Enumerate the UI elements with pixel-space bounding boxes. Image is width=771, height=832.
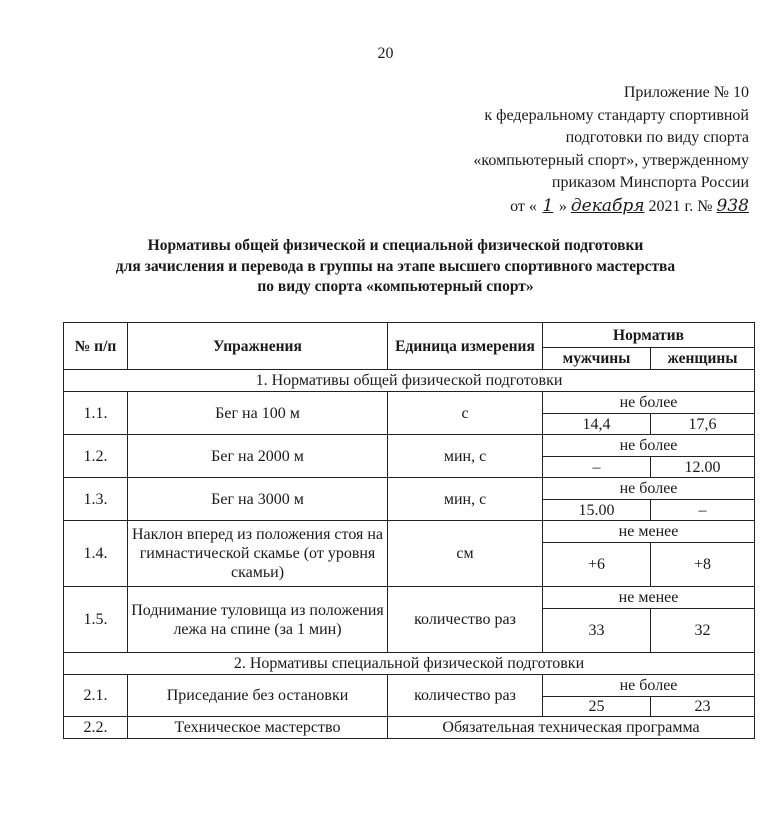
title-line-3: по виду спорта «компьютерный спорт» [257, 278, 534, 295]
row-unit: мин, с [388, 435, 543, 478]
order-number: 938 [716, 195, 749, 216]
row-num: 1.5. [64, 587, 128, 653]
row-condition: не более [543, 435, 755, 457]
row-unit: мин, с [388, 478, 543, 521]
row-men-value: 15.00 [543, 500, 651, 521]
row-unit: количество раз [388, 675, 543, 717]
row-condition: не менее [543, 521, 755, 543]
row-women-value: – [651, 500, 755, 521]
row-merged-requirement: Обязательная техническая программа [388, 717, 755, 739]
row-num: 1.4. [64, 521, 128, 587]
row-exercise: Приседание без остановки [128, 675, 388, 717]
appendix-block [389, 82, 749, 218]
document-title [40, 236, 751, 298]
row-num: 2.2. [64, 717, 128, 739]
row-num: 1.3. [64, 478, 128, 521]
date-prefix: от « [510, 197, 537, 215]
row-women-value: +8 [651, 543, 755, 587]
title-line-1: Нормативы общей физической и специальной физической подготовки [147, 237, 644, 254]
row-men-value: +6 [543, 543, 651, 587]
page-number: 20 [377, 45, 394, 62]
title-line-2: для зачисления и перевода в группы на этапе высшего спортивного мастерства [115, 257, 676, 275]
appendix-line-3: подготовки по виду спорта [565, 129, 749, 146]
row-unit: с [388, 392, 543, 435]
section-1-heading: 1. Нормативы общей физической подготовки [64, 370, 755, 392]
header-women: женщины [651, 348, 755, 370]
row-condition: не более [543, 675, 755, 697]
appendix-line-4: «компьютерный спорт», утвержденному [473, 151, 749, 169]
date-month: декабря [570, 195, 645, 216]
row-unit: см [388, 521, 543, 587]
appendix-title: Приложение № 10 [623, 84, 749, 101]
row-exercise: Техническое мастерство [128, 717, 388, 739]
row-unit: количество раз [388, 587, 543, 653]
row-exercise: Наклон вперед из положения стоя на гимнастической скамье (от уровня скамьи) [128, 521, 388, 587]
date-mid: » [558, 197, 567, 215]
header-men: мужчины [543, 348, 651, 370]
date-year: 2021 г. № [648, 197, 713, 215]
row-women-value: 32 [651, 609, 755, 653]
row-women-value: 17,6 [651, 414, 755, 435]
row-exercise: Бег на 2000 м [128, 435, 388, 478]
appendix-date-line [389, 195, 749, 219]
appendix-line-2: к федеральному стандарту спортивной [484, 106, 749, 124]
row-men-value: 14,4 [543, 414, 651, 435]
header-norm: Норматив [543, 323, 755, 348]
date-day: 1 [542, 195, 554, 216]
header-unit: Единица измерения [388, 323, 543, 370]
header-exercise: Упражнения [128, 323, 388, 370]
standards-table [63, 322, 755, 739]
row-condition: не более [543, 478, 755, 500]
row-num: 2.1. [64, 675, 128, 717]
row-exercise: Поднимание туловища из положения лежа на спине (за 1 мин) [128, 587, 388, 653]
row-exercise: Бег на 100 м [128, 392, 388, 435]
row-num: 1.2. [64, 435, 128, 478]
row-condition: не более [543, 392, 755, 414]
appendix-line-5: приказом Минспорта России [551, 174, 749, 191]
row-men-value: 33 [543, 609, 651, 653]
row-women-value: 23 [651, 697, 755, 717]
row-women-value: 12.00 [651, 457, 755, 478]
row-exercise: Бег на 3000 м [128, 478, 388, 521]
header-num: № п/п [64, 323, 128, 370]
row-num: 1.1. [64, 392, 128, 435]
section-2-heading: 2. Нормативы специальной физической подготовки [64, 653, 755, 675]
row-condition: не менее [543, 587, 755, 609]
row-men-value: 25 [543, 697, 651, 717]
row-men-value: – [543, 457, 651, 478]
